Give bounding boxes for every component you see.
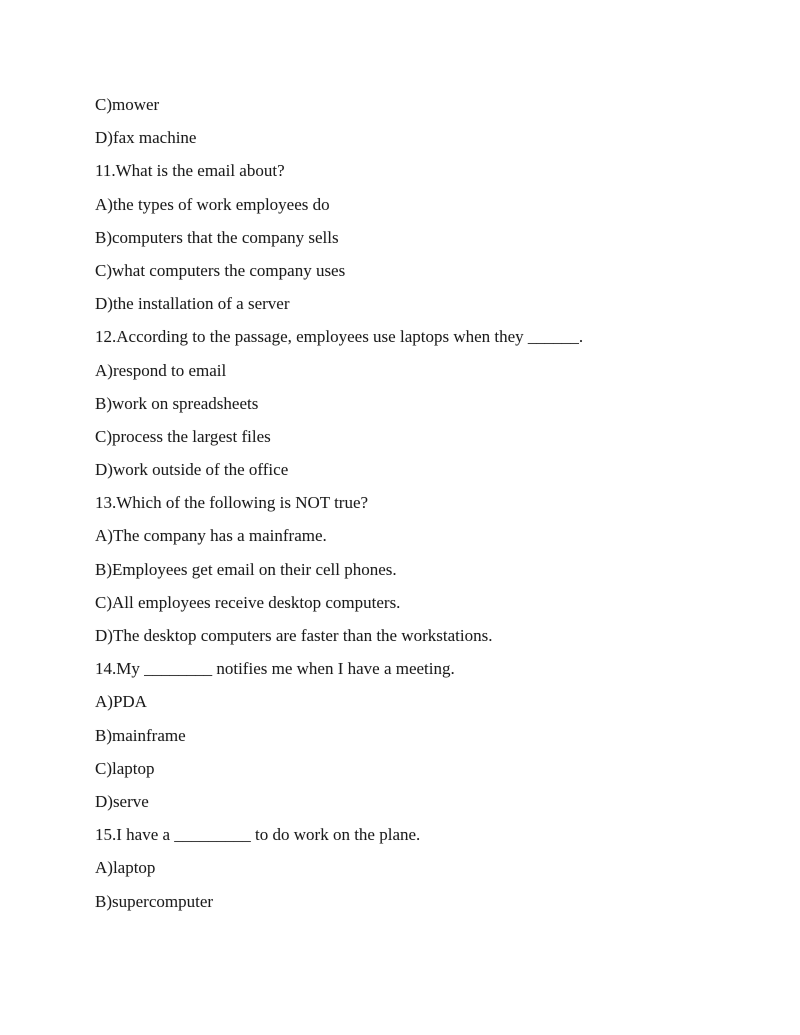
answer-option: D)serve <box>95 791 149 811</box>
answer-option: B)work on spreadsheets <box>95 393 259 413</box>
answer-option: A)respond to email <box>95 360 227 380</box>
answer-option: A)the types of work employees do <box>95 194 330 214</box>
answer-option: B)computers that the company sells <box>95 227 339 247</box>
answer-option: C)what computers the company uses <box>95 260 346 280</box>
question-text: 14.My ________ notifies me when I have a meeting. <box>95 659 455 679</box>
question-list <box>95 93 775 923</box>
question-text: 12.According to the passage, employees use laptops when they ______. <box>95 327 584 347</box>
answer-option: A)The company has a mainframe. <box>95 526 327 546</box>
answer-option: D)fax machine <box>95 128 197 148</box>
answer-option: C)mower <box>95 95 160 114</box>
answer-option: C)laptop <box>95 758 155 778</box>
answer-option: C)All employees receive desktop computers. <box>95 592 401 612</box>
answer-option: C)process the largest files <box>95 426 271 446</box>
answer-option: A)PDA <box>95 692 147 712</box>
answer-option: B)supercomputer <box>95 891 214 911</box>
answer-option: D)the installation of a server <box>95 294 290 314</box>
question-text: 15.I have a _________ to do work on the plane. <box>95 825 421 845</box>
answer-option: D)The desktop computers are faster than the workstations. <box>95 626 493 645</box>
answer-option: D)work outside of the office <box>95 460 289 480</box>
question-text: 13.Which of the following is NOT true? <box>95 493 369 513</box>
question-text: 11.What is the email about? <box>95 161 285 181</box>
answer-option: B)mainframe <box>95 725 186 745</box>
answer-option: B)Employees get email on their cell phones. <box>95 559 397 579</box>
answer-option: A)laptop <box>95 858 156 878</box>
